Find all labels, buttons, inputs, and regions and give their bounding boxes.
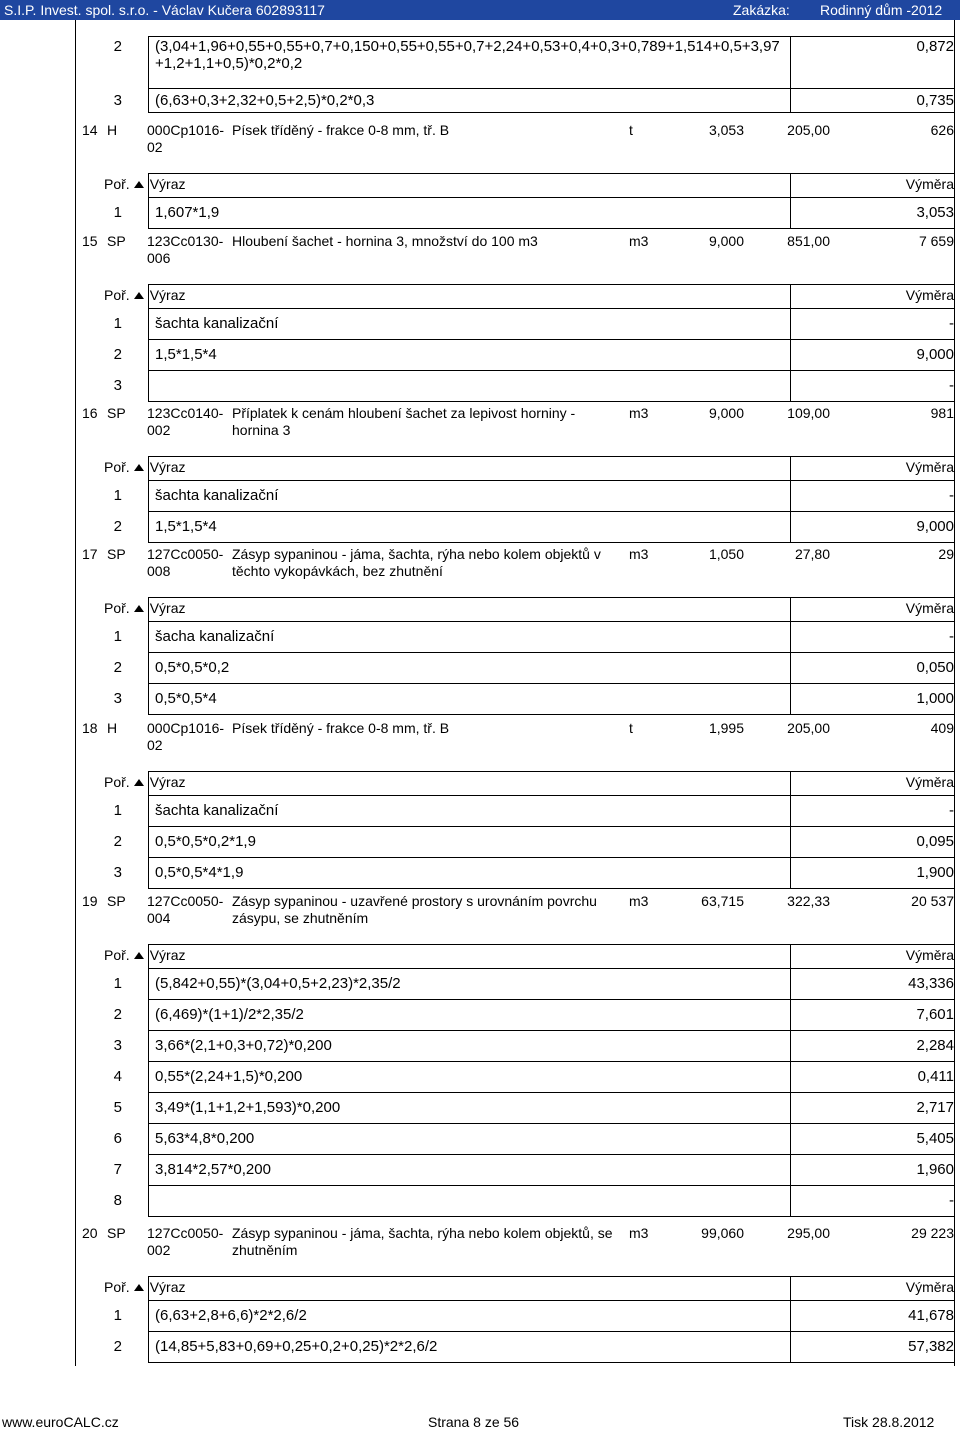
por-label: Poř. [104,774,130,790]
item-description: Hloubení šachet - hornina 3, množství do 100 m3 [232,233,538,249]
item-quantity: 9,000 [708,233,744,249]
item-description: Zásyp sypaninou - jáma, šachta, rýha nebo kolem objektů, se zhutněním [232,1225,613,1258]
line-value: - [949,802,954,819]
row-rule [148,456,954,457]
item-number: 20 [82,1225,98,1241]
column-rule [790,683,791,714]
company-name: S.I.P. Invest. spol. s.r.o. - Václav Kučera 602893117 [4,2,325,18]
item-code: 000Cp1016-02 [147,720,225,753]
row-rule [148,88,954,89]
column-rule [148,795,149,826]
row-rule [148,1123,954,1124]
column-rule [148,456,149,480]
column-rule [954,20,955,1366]
column-rule [790,826,791,857]
item-total: 626 [930,122,954,138]
row-rule [148,888,954,889]
column-rule [148,370,149,401]
column-rule [790,480,791,511]
column-rule [148,480,149,511]
column-rule [148,597,149,621]
row-rule [148,714,954,715]
item-code: 123Cc0130-006 [147,233,224,266]
column-rule [75,20,76,1366]
row-rule [148,999,954,1000]
column-rule [790,339,791,370]
column-rule [148,1123,149,1154]
row-rule [148,308,954,309]
column-rule [790,511,791,542]
vyraz-label: Výraz [149,1279,186,1295]
vyraz-label: Výraz [149,600,186,616]
line-number: 1 [113,204,122,221]
column-rule [148,1092,149,1123]
sort-ascending-icon [134,1284,144,1291]
item-number: 14 [82,122,98,138]
column-rule [148,36,149,88]
line-value: 41,678 [908,1307,954,1324]
line-expression: 1,607*1,9 [155,204,220,221]
row-rule [148,621,954,622]
footer-page: Strana 8 ze 56 [428,1414,520,1430]
sort-ascending-icon [134,181,144,188]
item-unit: m3 [629,893,649,909]
row-rule [148,597,954,598]
column-rule [790,197,791,228]
row-rule [148,683,954,684]
item-description: Písek tříděný - frakce 0-8 mm, tř. B [232,720,450,736]
por-label: Poř. [104,176,130,192]
item-unit-price: 27,80 [794,546,830,562]
sort-ascending-icon [134,292,144,299]
item-unit: t [629,720,633,736]
line-expression: 3,66*(2,1+0,3+0,72)*0,200 [155,1037,332,1054]
zakazka-label: Zakázka: [733,2,790,18]
line-value: 2,717 [916,1099,954,1116]
item-number: 15 [82,233,98,249]
column-rule [790,284,791,308]
item-unit: m3 [629,233,649,249]
column-rule [790,1123,791,1154]
item-unit: m3 [629,546,649,562]
line-number: 2 [113,659,122,676]
line-value: 0,872 [916,38,954,55]
line-value: 9,000 [916,518,954,535]
column-rule [148,173,149,197]
column-rule [790,652,791,683]
column-rule [148,511,149,542]
column-rule [790,1185,791,1216]
vyraz-label: Výraz [149,459,186,475]
item-code: 000Cp1016-02 [147,122,225,155]
sort-ascending-icon [134,464,144,471]
column-rule [148,1331,149,1362]
line-value: 0,735 [916,92,954,109]
sort-ascending-icon [134,779,144,786]
line-expression: 0,5*0,5*4*1,9 [155,864,244,881]
line-expression: (6,63+2,8+6,6)*2*2,6/2 [155,1307,307,1324]
line-number: 7 [113,1161,122,1178]
vymera-label: Výměra [905,774,954,790]
row-rule [148,1300,954,1301]
column-rule [148,857,149,888]
line-value: - [949,1192,954,1209]
por-header [104,774,185,791]
line-value: - [949,628,954,645]
column-rule [790,308,791,339]
column-rule [148,1300,149,1331]
column-rule [790,857,791,888]
vymera-label: Výměra [905,287,954,303]
row-rule [148,401,954,402]
line-number: 2 [113,833,122,850]
line-expression: 1,5*1,5*4 [155,518,217,535]
item-total: 29 223 [911,1225,954,1241]
footer-site: www.euroCALC.cz [2,1414,119,1430]
line-number: 4 [113,1068,122,1085]
column-rule [790,771,791,795]
line-expression: 0,55*(2,24+1,5)*0,200 [155,1068,303,1085]
item-code: 127Cc0050-002 [147,1225,224,1258]
line-value: - [949,487,954,504]
item-unit-price: 205,00 [787,720,830,736]
item-quantity: 99,060 [701,1225,744,1241]
line-number: 3 [113,377,122,394]
vyraz-label: Výraz [149,176,186,192]
por-header [104,947,185,964]
item-total: 20 537 [911,893,954,909]
item-type: SP [107,1225,126,1241]
column-rule [790,456,791,480]
line-expression: šachta kanalizační [155,487,279,504]
column-rule [148,652,149,683]
column-rule [148,1185,149,1216]
vyraz-label: Výraz [149,774,186,790]
row-rule [148,1362,954,1363]
line-expression: 0,5*0,5*4 [155,690,217,707]
column-rule [790,944,791,968]
item-code: 127Cc0050-004 [147,893,224,926]
item-number: 16 [82,405,98,421]
column-rule [148,1276,149,1300]
por-header [104,600,185,617]
item-unit-price: 205,00 [787,122,830,138]
row-rule [148,857,954,858]
line-value: 5,405 [916,1130,954,1147]
column-rule [790,370,791,401]
sort-ascending-icon [134,605,144,612]
column-rule [790,968,791,999]
line-number: 2 [113,518,122,535]
line-number: 2 [113,1338,122,1355]
item-description: Zásyp sypaninou - jáma, šachta, rýha nebo kolem objektů v těchto vykopávkách, bez zhutnění [232,546,601,579]
line-expression: (14,85+5,83+0,69+0,25+0,2+0,25)*2*2,6/2 [155,1338,438,1355]
line-expression: 3,814*2,57*0,200 [155,1161,271,1178]
item-unit-price: 322,33 [787,893,830,909]
row-rule [148,1061,954,1062]
column-rule [790,1092,791,1123]
row-rule [148,944,954,945]
vymera-label: Výměra [905,947,954,963]
line-value: 1,900 [916,864,954,881]
line-expression: 5,63*4,8*0,200 [155,1130,255,1147]
line-expression: šachta kanalizační [155,315,279,332]
item-description: Příplatek k cenám hloubení šachet za lepivost horniny - hornina 3 [232,405,576,438]
line-expression: (3,04+1,96+0,55+0,55+0,7+0,150+0,55+0,55+0,7+2,24+0,53+0,4+0,3+0,789+1,514+0,5+3,97+1,2+1,1+0,5)*0,2*0,2 [155,38,780,72]
vymera-label: Výměra [905,600,954,616]
line-number: 1 [113,802,122,819]
line-expression: (5,842+0,55)*(3,04+0,5+2,23)*2,35/2 [155,975,401,992]
column-rule [790,1331,791,1362]
item-unit: m3 [629,405,649,421]
item-type: H [107,122,118,138]
item-unit: m3 [629,1225,649,1241]
column-rule [148,308,149,339]
item-number: 17 [82,546,98,562]
row-rule [148,1216,954,1217]
item-number: 18 [82,720,98,736]
column-rule [790,1300,791,1331]
line-expression: šachta kanalizační [155,802,279,819]
column-rule [148,999,149,1030]
vyraz-label: Výraz [149,947,186,963]
row-rule [148,826,954,827]
row-rule [148,1154,954,1155]
line-number: 1 [113,1307,122,1324]
row-rule [148,1185,954,1186]
column-rule [790,1030,791,1061]
item-unit-price: 851,00 [787,233,830,249]
row-rule [148,511,954,512]
column-rule [790,795,791,826]
line-number: 3 [113,92,122,109]
item-unit-price: 109,00 [787,405,830,421]
row-rule [148,112,954,113]
line-value: - [949,315,954,332]
column-rule [148,771,149,795]
por-label: Poř. [104,1279,130,1295]
line-number: 3 [113,690,122,707]
por-header [104,176,185,193]
column-rule [148,968,149,999]
item-quantity: 1,995 [708,720,744,736]
column-rule [790,1154,791,1185]
item-description: Zásyp sypaninou - uzavřené prostory s urovnáním povrchu zásypu, se zhutněním [232,893,597,926]
item-quantity: 1,050 [708,546,744,562]
column-rule [148,284,149,308]
line-value: 43,336 [908,975,954,992]
row-rule [148,771,954,772]
column-rule [148,339,149,370]
item-unit-price: 295,00 [787,1225,830,1241]
line-number: 1 [113,975,122,992]
row-rule [148,1092,954,1093]
vymera-label: Výměra [905,1279,954,1295]
item-type: SP [107,233,126,249]
line-number: 8 [113,1192,122,1209]
por-label: Poř. [104,947,130,963]
column-rule [148,197,149,228]
item-type: H [107,720,118,736]
item-total: 7 659 [918,233,954,249]
line-value: 0,050 [916,659,954,676]
item-type: SP [107,546,126,562]
row-rule [148,542,954,543]
line-expression: 0,5*0,5*0,2 [155,659,230,676]
line-number: 1 [113,487,122,504]
vymera-label: Výměra [905,176,954,192]
item-total: 29 [938,546,954,562]
row-rule [148,197,954,198]
page-header [0,0,960,20]
por-label: Poř. [104,287,130,303]
column-rule [790,36,791,88]
row-rule [148,1030,954,1031]
column-rule [148,1061,149,1092]
line-value: 3,053 [916,204,954,221]
item-quantity: 63,715 [701,893,744,909]
column-rule [148,683,149,714]
zakazka-value: Rodinný dům -2012 [820,2,943,18]
line-value: 9,000 [916,346,954,363]
vyraz-label: Výraz [149,287,186,303]
row-rule [148,228,954,229]
column-rule [148,826,149,857]
sort-ascending-icon [134,952,144,959]
item-type: SP [107,405,126,421]
item-code: 127Cc0050-008 [147,546,224,579]
row-rule [148,795,954,796]
line-number: 1 [113,315,122,332]
column-rule [148,1154,149,1185]
column-rule [790,173,791,197]
line-expression: (6,63+0,3+2,32+0,5+2,5)*0,2*0,3 [155,92,375,109]
item-total: 981 [930,405,954,421]
line-value: 0,095 [916,833,954,850]
column-rule [148,944,149,968]
footer-print: Tisk 28.8.2012 [843,1414,935,1430]
item-quantity: 9,000 [708,405,744,421]
line-expression: 3,49*(1,1+1,2+1,593)*0,200 [155,1099,341,1116]
line-value: 1,000 [916,690,954,707]
row-rule [148,1331,954,1332]
item-code: 123Cc0140-002 [147,405,224,438]
item-type: SP [107,893,126,909]
line-value: 1,960 [916,1161,954,1178]
column-rule [790,1061,791,1092]
item-unit: t [629,122,633,138]
column-rule [790,999,791,1030]
por-label: Poř. [104,459,130,475]
column-rule [148,88,149,112]
item-quantity: 3,053 [708,122,744,138]
line-expression: 0,5*0,5*0,2*1,9 [155,833,256,850]
line-number: 3 [113,1037,122,1054]
row-rule [148,652,954,653]
line-number: 2 [113,346,122,363]
column-rule [790,88,791,112]
line-expression: šacha kanalizační [155,628,275,645]
line-value: 2,284 [916,1037,954,1054]
line-expression: (6,469)*(1+1)/2*2,35/2 [155,1006,304,1023]
line-value: 57,382 [908,1338,954,1355]
column-rule [790,621,791,652]
item-description: Písek tříděný - frakce 0-8 mm, tř. B [232,122,450,138]
por-header [104,287,185,304]
line-number: 2 [113,1006,122,1023]
item-total: 409 [930,720,954,736]
item-number: 19 [82,893,98,909]
por-header [104,1279,185,1296]
por-label: Poř. [104,600,130,616]
row-rule [148,480,954,481]
row-rule [148,1276,954,1277]
row-rule [148,284,954,285]
column-rule [148,1030,149,1061]
row-rule [148,36,954,37]
por-header [104,459,185,476]
line-value: 0,411 [917,1068,954,1085]
column-rule [790,597,791,621]
line-expression: 1,5*1,5*4 [155,346,217,363]
row-rule [148,370,954,371]
row-rule [148,173,954,174]
line-number: 1 [113,628,122,645]
row-rule [148,968,954,969]
line-number: 3 [113,864,122,881]
column-rule [790,1276,791,1300]
line-number: 2 [113,38,122,55]
line-number: 6 [113,1130,122,1147]
vymera-label: Výměra [905,459,954,475]
column-rule [148,621,149,652]
line-number: 5 [113,1099,122,1116]
line-value: - [949,377,954,394]
row-rule [148,339,954,340]
line-value: 7,601 [916,1006,954,1023]
